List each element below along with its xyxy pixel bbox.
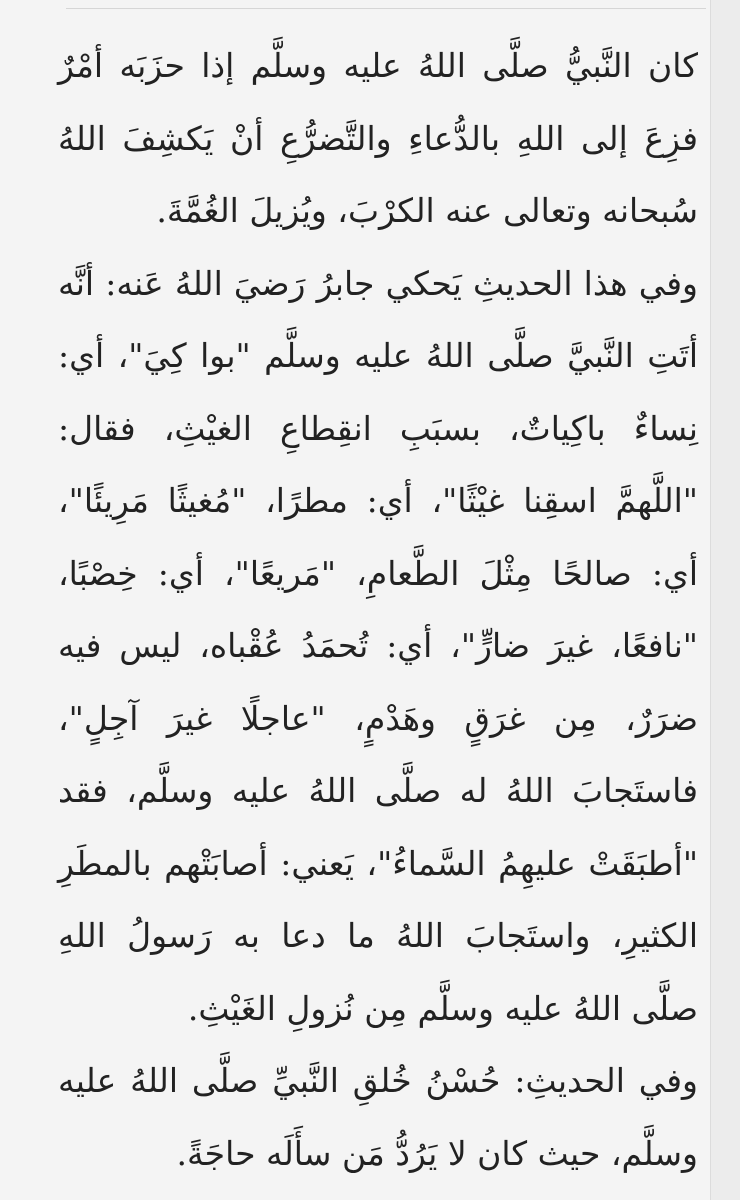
paragraph-lesson: وفي الحديثِ: حُسْنُ خُلقِ النَّبيِّ صلَّى اللهُ عليه وسلَّم، حيث كان لا يَرُدُّ مَن سأَلَه حاجَةً. [58,1061,698,1173]
scrollbar[interactable] [710,0,740,1200]
top-divider [66,8,706,9]
paragraph-intro: كان النَّبيُّ صلَّى اللهُ عليه وسلَّم إذا حزَبَه أمْرٌ فزِعَ إلى اللهِ بالدُّعاءِ والتَّضرُّعِ أنْ يَكشِفَ اللهُ سُبحانه وتعالى عنه الكرْبَ، ويُزيلَ الغُمَّةَ. [58,46,698,230]
paragraph-hadith: وفي هذا الحديثِ يَحكي جابرُ رَضيَ اللهُ عَنه: أنَّه أتَتِ النَّبيَّ صلَّى اللهُ عليه وسلَّم "بوا كِيَ"، أي: نِساءٌ باكِياتٌ، بسبَبِ انقِطاعِ الغيْثِ، فقال: "اللَّهمَّ اسقِنا غيْثًا"، أي: مطرًا، "مُغيثًا مَرِيئًا"، أي: صالحًا مِثْلَ الطَّعامِ، "مَريعًا"، أي: خِصْبًا، "نافعًا، غيرَ ضارٍّ"، أي: تُحمَدُ عُقْباه، ليس فيه ضرَرٌ، مِن غرَقٍ وهَدْمٍ، "عاجلًا غيرَ آجِلٍ"، فاستَجابَ اللهُ له صلَّى اللهُ عليه وسلَّم، فقد "أطبَقَتْ عليهِمُ السَّماءُ"، يَعني: أصابَتْهم بالمطَرِ الكثيرِ، واستَجابَ اللهُ ما دعا به رَسولُ اللهِ صلَّى اللهُ عليه وسلَّم مِن نُزولِ الغَيْثِ. [58,263,698,1028]
article-body [58,30,698,1190]
